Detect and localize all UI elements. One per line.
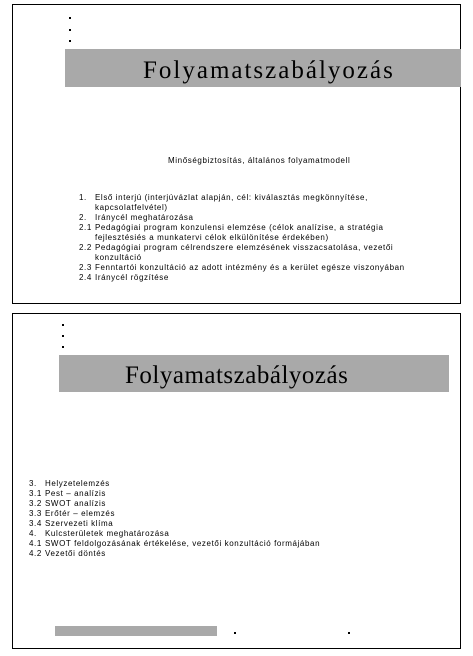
- list-item: [29, 499, 449, 509]
- item-number: 3.1: [29, 489, 42, 498]
- item-text: Fenntartói konzultáció az adott intézmény és a kerület egésze viszonyában: [95, 263, 405, 272]
- list-item: [79, 273, 459, 283]
- item-text: Pest – analízis: [45, 489, 107, 498]
- item-continuation: konzultáció: [95, 253, 142, 262]
- item-number: 3.2: [29, 499, 42, 508]
- list-item: [29, 489, 449, 499]
- item-number: 4.1: [29, 539, 42, 548]
- item-continuation: kapcsolatfelvétel): [95, 203, 168, 212]
- list-item: [79, 263, 459, 273]
- list-item: [29, 479, 449, 489]
- list-item: [79, 213, 459, 223]
- item-text: SWOT feldolgozásának értékelése, vezetői konzultáció formájában: [45, 539, 321, 548]
- item-text: Vezetői döntés: [45, 549, 106, 558]
- item-number: 2.: [79, 213, 87, 222]
- item-number: 4.: [29, 529, 37, 538]
- item-text: Iránycél meghatározása: [95, 213, 194, 222]
- item-number: 2.2: [79, 243, 92, 252]
- bullet-dot: [62, 346, 64, 348]
- item-text: Pedagógiai program célrendszere elemzésének visszacsatolása, vezetői: [95, 243, 394, 252]
- item-text: Erőtér – elemzés: [45, 509, 116, 518]
- bullet-dot: [69, 40, 71, 42]
- slide-title: Folyamatszabályozás: [143, 57, 395, 84]
- item-number: 2.3: [79, 263, 92, 272]
- list-item: [29, 519, 449, 529]
- item-text: Iránycél rögzítése: [95, 273, 169, 282]
- item-number: 1.: [79, 193, 87, 202]
- slide-subtitle: Minőségbiztosítás, általános folyamatmodell: [168, 156, 351, 165]
- item-text: Szervezeti klíma: [45, 519, 114, 528]
- item-continuation: fejlesztésiés a munkatervi célok elkülönítése érdekében): [95, 233, 329, 242]
- item-text: Helyzetelemzés: [45, 479, 110, 488]
- item-number: 2.4: [79, 273, 92, 282]
- item-number: 2.1: [79, 223, 92, 232]
- bullet-dot: [69, 17, 71, 19]
- item-text: Kulcsterületek meghatározása: [45, 529, 170, 538]
- list-item: [29, 549, 449, 559]
- list-item: [79, 193, 459, 203]
- footer-dot: [234, 632, 236, 634]
- item-number: 4.2: [29, 549, 42, 558]
- bullet-dot: [62, 335, 64, 337]
- outline-list: [79, 193, 459, 283]
- outline-list: [29, 479, 449, 559]
- bullet-dot: [62, 324, 64, 326]
- item-number: 3.: [29, 479, 37, 488]
- slide-2: [12, 313, 461, 649]
- list-item: [29, 539, 449, 549]
- slide-title: Folyamatszabályozás: [125, 362, 349, 389]
- list-item: [79, 223, 459, 233]
- item-text: SWOT analízis: [45, 499, 106, 508]
- item-number: 3.4: [29, 519, 42, 528]
- item-text: Első interjú (interjúvázlat alapján, cél: kiválasztás megkönnyítése,: [95, 193, 368, 202]
- list-item: [29, 529, 449, 539]
- item-text: Pedagógiai program konzulensi elemzése (célok analízise, a stratégia: [95, 223, 384, 232]
- list-item: [79, 243, 459, 253]
- item-number: 3.3: [29, 509, 42, 518]
- footer-band: [55, 626, 217, 636]
- footer-dot: [348, 632, 350, 634]
- bullet-dot: [69, 29, 71, 31]
- list-item: [29, 509, 449, 519]
- slide-1: [12, 4, 461, 304]
